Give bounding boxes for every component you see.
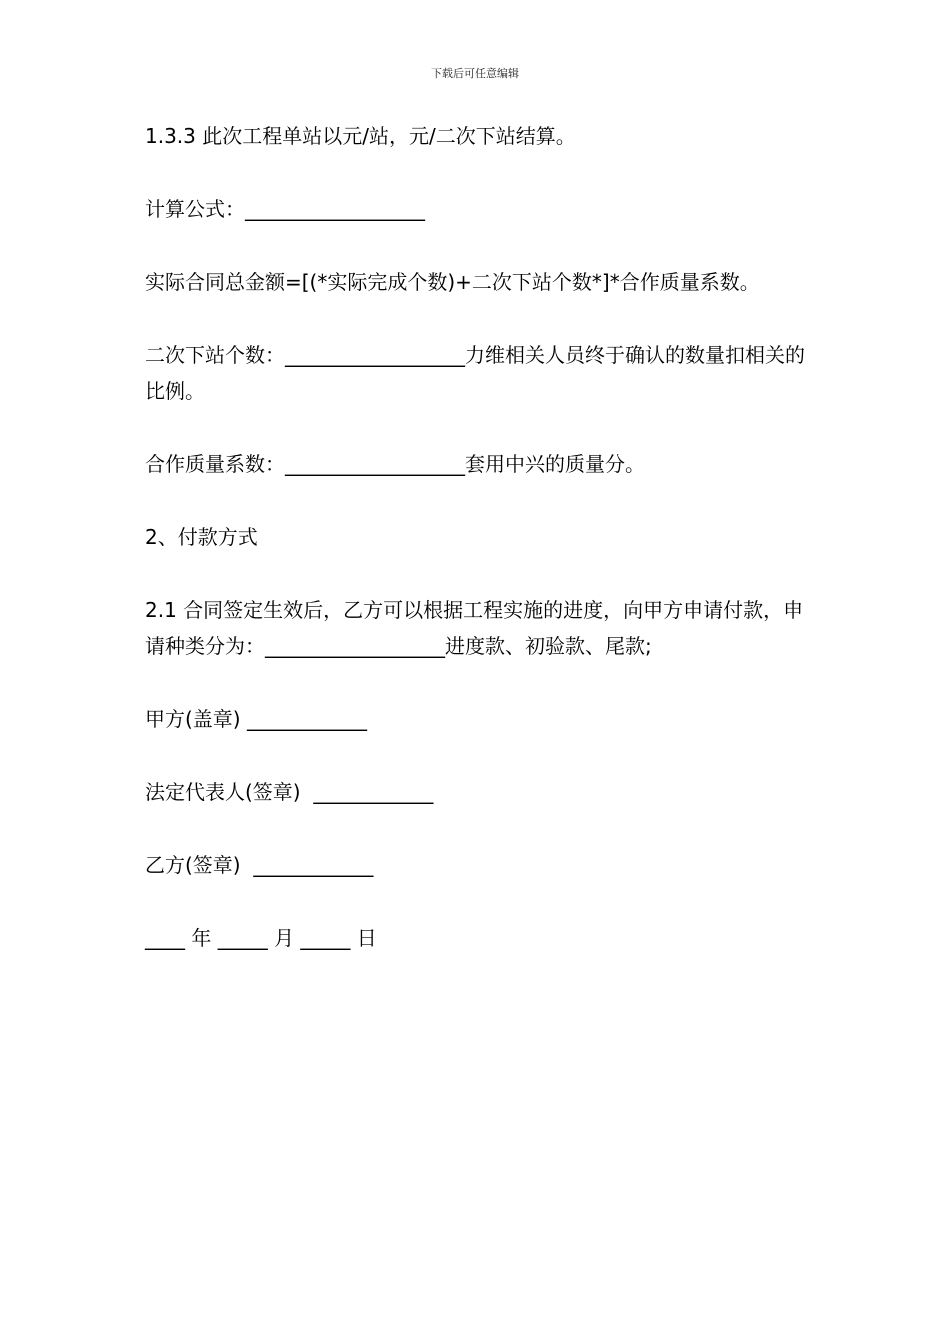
page-header: 下载后可任意编辑 (431, 67, 519, 80)
party-a-seal-line: 甲方(盖章) ____________ (145, 707, 367, 731)
total-amount-line: 实际合同总金额=[(*实际完成个数)+二次下站个数*]*合作质量系数。 (145, 270, 760, 294)
document-body (145, 118, 810, 993)
settlement-clause: 1.3.3 此次工程单站以元/站，元/二次下站结算。 (145, 124, 576, 148)
party-b-signature-line: 乙方(签章) ____________ (145, 853, 374, 877)
date-line: ____ 年 _____ 月 _____ 日 (145, 926, 377, 950)
payment-clause: 2.1 合同签定生效后，乙方可以根据工程实施的进度，向甲方申请付款，申请种类分为：__________________进度款、初验款、尾款; (145, 598, 804, 658)
legal-representative-line: 法定代表人(签章) ____________ (145, 780, 434, 804)
formula-line: 计算公式：__________________ (145, 197, 425, 221)
payment-method-heading: 2、付款方式 (145, 525, 258, 549)
secondary-station-count-line: 二次下站个数：__________________力维相关人员终于确认的数量扣相关的比例。 (145, 343, 805, 403)
quality-coefficient-line: 合作质量系数：__________________套用中兴的质量分。 (145, 452, 645, 476)
